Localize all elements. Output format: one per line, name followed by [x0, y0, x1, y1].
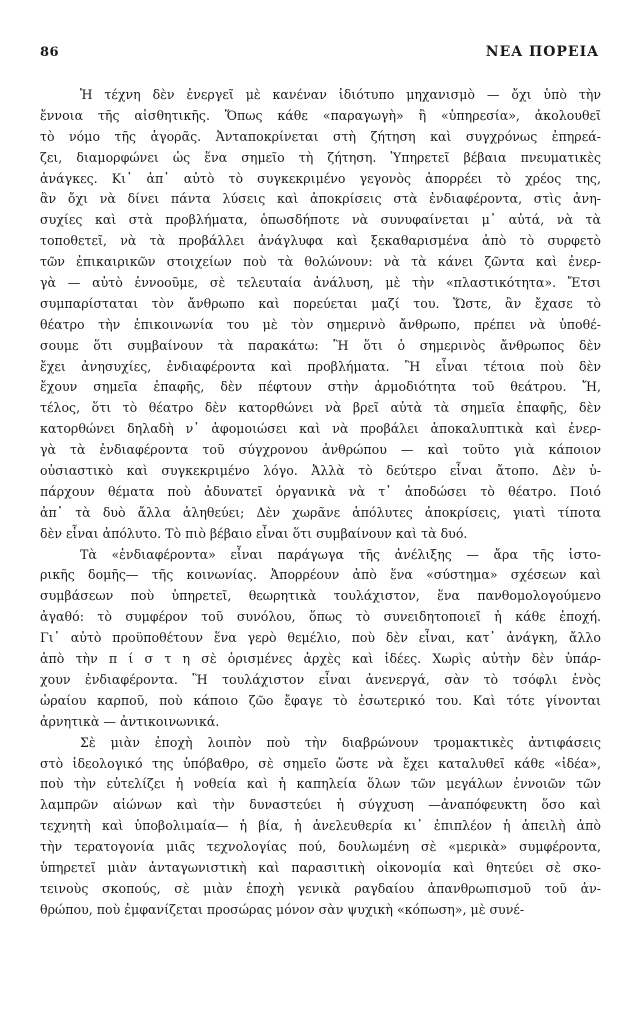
text-line: ἀνάγκες. Κι᾽ ἀπ᾽ αὐτὸ τὸ συγκεκριμένο γεγονὸς ἀπορρέει τὸ χρέος της, — [40, 170, 601, 186]
text-line: πάρχουν θέματα ποὺ ἀδυνατεῖ ὀργανικὰ νὰ τ᾽ ἀποδώσει τὸ θέατρο. Ποιό — [40, 483, 601, 499]
text-line: τεχνητὴ καὶ ὑποβολιμαία— ἡ βία, ἡ ἀνελευθερία κι᾽ ἐπιπλέον ἡ ἀπειλὴ ἀπὸ — [40, 818, 601, 834]
text-line: ποὺ τὴν εὐτελίζει ἡ νοθεία καὶ ἡ καπηλεία ὅλων τῶν μεγάλων ἐννοιῶν τῶν — [40, 776, 601, 792]
paragraph — [40, 85, 601, 545]
text-line: ἔννοια τῆς αἰσθητικῆς. Ὅπως κάθε «παραγωγὴ» ἢ «ὑπηρεσία», ἀκολουθεῖ — [40, 107, 601, 123]
text-line: τὴν τερατογονία μιᾶς τεχνολογίας πού, δουλωμένη σὲ «μερικὰ» συμφέροντα, — [40, 839, 601, 855]
text-line: ἀπ᾽ τὰ δυὸ ἄλλα ἀληθεύει; Δὲν χωρᾶνε ἀπόλυτες ἀποκρίσεις, γιατὶ τίποτα — [40, 504, 601, 520]
text-line: τὸ νόμο τῆς ἀγορᾶς. Ἀνταποκρίνεται στὴ ζήτηση καὶ συγχρόνως ἐπηρεά- — [40, 128, 601, 144]
text-line: συχίες καὶ στὰ προβλήματα, ὁπωσδήποτε νὰ συνυφαίνεται μ᾽ αὐτά, νὰ τὰ — [40, 212, 601, 228]
text-line: στὸ ἰδεολογικό της ὑπόβαθρο, σὲ σημεῖο ὥστε νὰ ἔχει καταλυθεῖ κάθε «ἰδέα», — [40, 755, 601, 771]
text-line: συμβάσεων ποὺ ὑπηρετεῖ, θεωρητικὰ τουλάχιστον, ἕνα πανθομολογούμενο — [40, 588, 601, 604]
text-line: ὡραίου καρποῦ, ποὺ κάποιο ζῶο ἔφαγε τὸ ἐσωτερικό του. Καὶ τότε γίνονται — [40, 692, 601, 708]
text-line: τοποθετεῖ, νὰ τὰ προβάλλει ἀνάγλυφα καὶ ξεκαθαρισμένα ἀπὸ τὸ συρφετὸ — [40, 233, 601, 249]
text-line: Τὰ «ἐνδιαφέροντα» εἶναι παράγωγα τῆς ἀνέλιξης — ἄρα τῆς ἱστο- — [80, 546, 601, 562]
text-line: ἀπὸ τὴν π ί σ τ η σὲ ὁρισμένες ἀρχὲς καὶ ἰδέες. Χωρὶς αὐτὴν δὲν ὑπάρ- — [40, 651, 601, 667]
journal-title: ΝΕΑ ΠΟΡΕΙΑ — [485, 44, 599, 60]
text-line: τεινοὺς σκοπούς, σὲ μιὰν ἐποχὴ γενικὰ ραγδαίου ἀπανθρωπισμοῦ τοῦ ἀν- — [40, 880, 601, 896]
text-line: ἀγαθό: τὸ συμφέρον τοῦ συνόλου, ὅπως τὸ συνειδητοποιεῖ ἡ κάθε ἐποχή. — [40, 609, 601, 625]
text-line: γὰ τὰ ἐνδιαφέροντα τοῦ σύγχρονου ἀνθρώπου — καὶ τοῦτο γιὰ κάποιον — [40, 442, 601, 458]
text-line: θρώπου, ποὺ ἐμφανίζεται προσώρας μόνον σὰν ψυχικὴ «κόπωση», μὲ συνέ- — [40, 901, 525, 917]
text-line: ὑπηρετεῖ μιὰν ἀνταγωνιστικὴ καὶ παρασιτικὴ οἰκονομία καὶ θητεύει σὲ σκο- — [40, 859, 601, 875]
text-line: γὰ — αὐτὸ ἐννοοῦμε, σὲ τελευταία ἀνάλυση, μὲ τὴν «πλαστικότητα». Ἔτσι — [40, 275, 601, 291]
text-line: κατορθώνει δηλαδὴ ν᾽ ἀφομοιώσει καὶ νὰ προβάλει ἀποκαλυπτικὰ καὶ ἐνερ- — [40, 421, 601, 437]
text-line: δὲν εἶναι ἀπόλυτο. Τὸ πιὸ βέβαιο εἶναι ὅτι συμβαίνουν καὶ τὰ δυό. — [40, 525, 468, 541]
text-body — [40, 85, 601, 921]
text-line: χουν ἐνδιαφέροντα. Ἢ τουλάχιστον εἶναι ἀνενεργά, σὰν τὸ τσόφλι ἑνὸς — [40, 671, 601, 687]
page-number: 86 — [40, 45, 60, 60]
text-line: ἀρνητικὰ — ἀντικοινωνικά. — [40, 713, 220, 729]
paragraph — [40, 733, 601, 921]
text-line: τῶν ἐπικαιρικῶν στοιχείων ποὺ τὰ θολώνουν: νὰ τὰ κάνει ζῶντα καὶ ἐνερ- — [40, 254, 601, 270]
text-line: Σὲ μιὰν ἐποχὴ λοιπὸν ποὺ τὴν διαβρώνουν τρομακτικὲς ἀντιφάσεις — [80, 734, 601, 750]
text-line: θέατρο τὴν ἐπικοινωνία του μὲ τὸν σημερινὸ ἄνθρωπο, πρέπει νὰ ὑποθέ- — [40, 316, 601, 332]
text-line: ζει, διαμορφώνει ὡς ἕνα σημεῖο τὴ ζήτηση. Ὑπηρετεῖ βέβαια πνευματικὲς — [40, 149, 601, 165]
paragraph — [40, 545, 601, 733]
text-line: τέλος, ὅτι τὸ θέατρο δὲν κατορθώνει νὰ βρεῖ αὐτὰ τὰ σημεῖα ἐπαφῆς, δὲν — [40, 400, 601, 416]
text-line: συμπαρίσταται τὸν ἄνθρωπο καὶ πορεύεται μαζί του. Ὥστε, ἂν ἔχασε τὸ — [40, 295, 601, 311]
text-line: οὐσιαστικὸ καὶ συγκεκριμένο λόγο. Ἀλλὰ τὸ δεύτερο εἶναι ἄτοπο. Δὲν ὑ- — [40, 463, 601, 479]
text-line: ρικῆς δομῆς— τῆς κοινωνίας. Ἀπορρέουν ἀπὸ ἕνα «σύστημα» σχέσεων καὶ — [40, 567, 601, 583]
text-line: ἂν ὄχι νὰ δίνει πάντα λύσεις καὶ ἀποκρίσεις στὰ ἐνδιαφέροντα, στὶς ἀνη- — [40, 191, 601, 207]
text-line: Ἡ τέχνη δὲν ἐνεργεῖ μὲ κανέναν ἰδιότυπο μηχανισμὸ — ὄχι ὑπὸ τὴν — [80, 87, 601, 102]
running-head — [40, 44, 599, 64]
text-line: ἔχει ἀνησυχίες, ἐνδιαφέροντα καὶ προβλήματα. Ἢ εἶναι τέτοια ποὺ δὲν — [40, 358, 601, 374]
text-line: λαμπρῶν αἰώνων καὶ τὴν δυναστεύει ἡ σύγχυση —ἀναπόφευκτη ὅσο καὶ — [40, 797, 601, 813]
text-line: Γι᾽ αὐτὸ προϋποθέτουν ἕνα γερὸ θεμέλιο, ποὺ δὲν εἶναι, κατ᾽ ἀνάγκη, ἄλλο — [40, 630, 601, 646]
text-line: σουμε ὅτι συμβαίνουν τὰ παρακάτω: Ἢ ὅτι ὁ σημερινὸς ἄνθρωπος δὲν — [40, 337, 601, 353]
text-line: ἔχουν σημεῖα ἐπαφῆς, δὲν πέφτουν στὴν ἁρμοδιότητα τοῦ θεάτρου. Ἤ, — [40, 379, 601, 395]
